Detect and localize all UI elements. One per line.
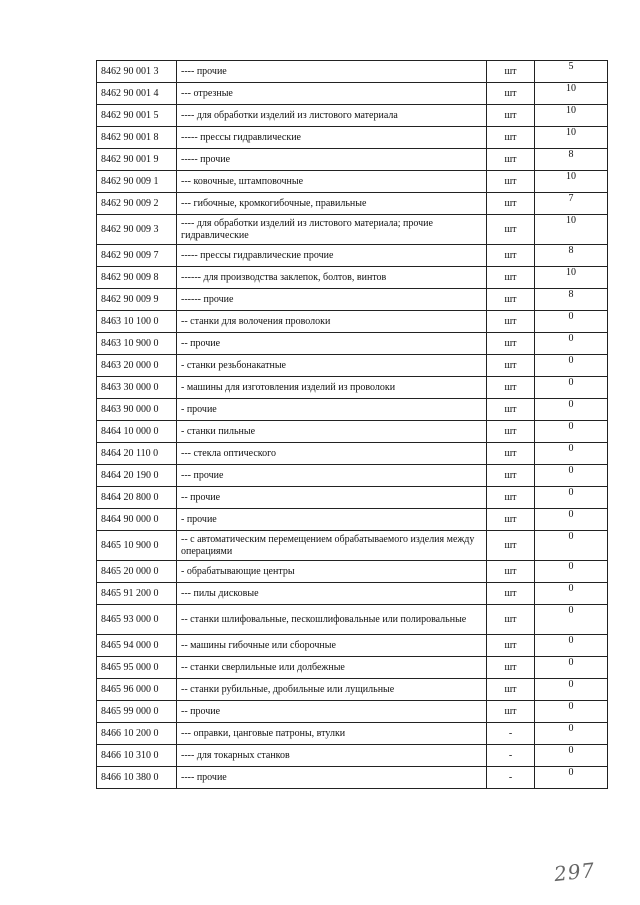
unit-cell: шт — [487, 465, 535, 487]
value-cell: 0 — [535, 679, 608, 701]
code-cell: 8465 91 200 0 — [97, 583, 177, 605]
value-cell: 10 — [535, 105, 608, 127]
value-cell: 8 — [535, 245, 608, 267]
unit-cell: шт — [487, 421, 535, 443]
table-row — [97, 377, 608, 399]
value-cell: 0 — [535, 333, 608, 355]
code-cell: 8464 20 190 0 — [97, 465, 177, 487]
description-cell: ----- прочие — [177, 149, 487, 171]
value-cell: 0 — [535, 561, 608, 583]
code-cell: 8466 10 380 0 — [97, 767, 177, 789]
value-cell: 10 — [535, 215, 608, 245]
value-cell: 0 — [535, 531, 608, 561]
value-cell: 10 — [535, 171, 608, 193]
description-cell: -- станки сверлильные или долбежные — [177, 657, 487, 679]
code-cell: 8463 20 000 0 — [97, 355, 177, 377]
value-cell: 0 — [535, 701, 608, 723]
table-row — [97, 355, 608, 377]
description-cell: -- прочие — [177, 701, 487, 723]
description-cell: -- прочие — [177, 333, 487, 355]
table-row — [97, 509, 608, 531]
code-cell: 8463 10 900 0 — [97, 333, 177, 355]
unit-cell: шт — [487, 215, 535, 245]
table-row — [97, 149, 608, 171]
description-cell: ---- для обработки изделий из листового материала; прочие гидравлические — [177, 215, 487, 245]
code-cell: 8466 10 310 0 — [97, 745, 177, 767]
table-row — [97, 215, 608, 245]
unit-cell: шт — [487, 127, 535, 149]
unit-cell: шт — [487, 193, 535, 215]
unit-cell: шт — [487, 333, 535, 355]
code-cell: 8462 90 009 9 — [97, 289, 177, 311]
description-cell: ------ прочие — [177, 289, 487, 311]
description-cell: ---- прочие — [177, 767, 487, 789]
unit-cell: шт — [487, 289, 535, 311]
table-row — [97, 267, 608, 289]
unit-cell: шт — [487, 635, 535, 657]
unit-cell: шт — [487, 149, 535, 171]
table-row — [97, 723, 608, 745]
code-cell: 8462 90 009 2 — [97, 193, 177, 215]
description-cell: ---- прочие — [177, 61, 487, 83]
description-cell: - машины для изготовления изделий из проволоки — [177, 377, 487, 399]
value-cell: 0 — [535, 509, 608, 531]
code-cell: 8462 90 001 3 — [97, 61, 177, 83]
table-row — [97, 289, 608, 311]
value-cell: 0 — [535, 745, 608, 767]
unit-cell: шт — [487, 377, 535, 399]
value-cell: 0 — [535, 355, 608, 377]
code-cell: 8462 90 001 8 — [97, 127, 177, 149]
description-cell: -- машины гибочные или сборочные — [177, 635, 487, 657]
value-cell: 0 — [535, 311, 608, 333]
code-cell: 8462 90 009 7 — [97, 245, 177, 267]
code-cell: 8464 20 800 0 — [97, 487, 177, 509]
unit-cell: шт — [487, 605, 535, 635]
value-cell: 0 — [535, 487, 608, 509]
unit-cell: - — [487, 723, 535, 745]
code-cell: 8462 90 001 5 — [97, 105, 177, 127]
description-cell: --- ковочные, штамповочные — [177, 171, 487, 193]
unit-cell: шт — [487, 531, 535, 561]
table-row — [97, 333, 608, 355]
value-cell: 0 — [535, 657, 608, 679]
description-cell: - станки пильные — [177, 421, 487, 443]
table-row — [97, 531, 608, 561]
table-row — [97, 605, 608, 635]
unit-cell: - — [487, 767, 535, 789]
table-row — [97, 311, 608, 333]
code-cell: 8464 10 000 0 — [97, 421, 177, 443]
value-cell: 10 — [535, 127, 608, 149]
value-cell: 0 — [535, 465, 608, 487]
value-cell: 0 — [535, 421, 608, 443]
description-cell: -- прочие — [177, 487, 487, 509]
unit-cell: шт — [487, 583, 535, 605]
description-cell: ---- для токарных станков — [177, 745, 487, 767]
table-row — [97, 443, 608, 465]
code-cell: 8462 90 009 3 — [97, 215, 177, 245]
code-cell: 8465 95 000 0 — [97, 657, 177, 679]
unit-cell: шт — [487, 509, 535, 531]
code-cell: 8465 99 000 0 — [97, 701, 177, 723]
table-row — [97, 583, 608, 605]
table-row — [97, 745, 608, 767]
description-cell: -- станки шлифовальные, пескошлифовальные или полировальные — [177, 605, 487, 635]
value-cell: 5 — [535, 61, 608, 83]
description-cell: ----- прессы гидравлические прочие — [177, 245, 487, 267]
value-cell: 7 — [535, 193, 608, 215]
code-cell: 8462 90 001 9 — [97, 149, 177, 171]
table-row — [97, 679, 608, 701]
code-cell: 8465 10 900 0 — [97, 531, 177, 561]
unit-cell: шт — [487, 83, 535, 105]
unit-cell: шт — [487, 105, 535, 127]
table-row — [97, 465, 608, 487]
value-cell: 0 — [535, 377, 608, 399]
code-cell: 8463 10 100 0 — [97, 311, 177, 333]
table-row — [97, 245, 608, 267]
table-row — [97, 635, 608, 657]
unit-cell: шт — [487, 701, 535, 723]
page-number: 297 — [552, 857, 597, 887]
unit-cell: шт — [487, 311, 535, 333]
unit-cell: шт — [487, 561, 535, 583]
table-row — [97, 193, 608, 215]
description-cell: -- станки для волочения проволоки — [177, 311, 487, 333]
unit-cell: шт — [487, 399, 535, 421]
table-row — [97, 83, 608, 105]
description-cell: ---- для обработки изделий из листового материала — [177, 105, 487, 127]
table-body — [97, 61, 608, 789]
description-cell: - обрабатывающие центры — [177, 561, 487, 583]
code-cell: 8466 10 200 0 — [97, 723, 177, 745]
description-cell: --- оправки, цанговые патроны, втулки — [177, 723, 487, 745]
unit-cell: шт — [487, 267, 535, 289]
value-cell: 0 — [535, 443, 608, 465]
description-cell: ----- прессы гидравлические — [177, 127, 487, 149]
value-cell: 0 — [535, 605, 608, 635]
table-row — [97, 105, 608, 127]
table-row — [97, 767, 608, 789]
description-cell: --- гибочные, кромкогибочные, правильные — [177, 193, 487, 215]
unit-cell: шт — [487, 61, 535, 83]
table-row — [97, 657, 608, 679]
code-cell: 8463 90 000 0 — [97, 399, 177, 421]
code-cell: 8465 93 000 0 — [97, 605, 177, 635]
description-cell: --- стекла оптического — [177, 443, 487, 465]
unit-cell: шт — [487, 487, 535, 509]
table-row — [97, 171, 608, 193]
tariff-table — [96, 60, 608, 789]
code-cell: 8462 90 009 1 — [97, 171, 177, 193]
unit-cell: - — [487, 745, 535, 767]
unit-cell: шт — [487, 171, 535, 193]
code-cell: 8465 94 000 0 — [97, 635, 177, 657]
code-cell: 8462 90 001 4 — [97, 83, 177, 105]
description-cell: ------ для производства заклепок, болтов, винтов — [177, 267, 487, 289]
code-cell: 8462 90 009 8 — [97, 267, 177, 289]
code-cell: 8465 20 000 0 — [97, 561, 177, 583]
value-cell: 0 — [535, 399, 608, 421]
description-cell: - станки резьбонакатные — [177, 355, 487, 377]
table-row — [97, 701, 608, 723]
value-cell: 0 — [535, 583, 608, 605]
table-row — [97, 561, 608, 583]
code-cell: 8464 90 000 0 — [97, 509, 177, 531]
unit-cell: шт — [487, 355, 535, 377]
description-cell: - прочие — [177, 509, 487, 531]
value-cell: 8 — [535, 149, 608, 171]
code-cell: 8463 30 000 0 — [97, 377, 177, 399]
table-row — [97, 399, 608, 421]
table-row — [97, 487, 608, 509]
description-cell: - прочие — [177, 399, 487, 421]
description-cell: --- отрезные — [177, 83, 487, 105]
description-cell: --- пилы дисковые — [177, 583, 487, 605]
value-cell: 0 — [535, 767, 608, 789]
unit-cell: шт — [487, 245, 535, 267]
value-cell: 10 — [535, 83, 608, 105]
description-cell: -- станки рубильные, дробильные или лущильные — [177, 679, 487, 701]
description-cell: --- прочие — [177, 465, 487, 487]
value-cell: 8 — [535, 289, 608, 311]
unit-cell: шт — [487, 443, 535, 465]
value-cell: 0 — [535, 635, 608, 657]
value-cell: 0 — [535, 723, 608, 745]
code-cell: 8464 20 110 0 — [97, 443, 177, 465]
unit-cell: шт — [487, 657, 535, 679]
code-cell: 8465 96 000 0 — [97, 679, 177, 701]
value-cell: 10 — [535, 267, 608, 289]
table-row — [97, 61, 608, 83]
table-row — [97, 421, 608, 443]
unit-cell: шт — [487, 679, 535, 701]
table-row — [97, 127, 608, 149]
description-cell: -- с автоматическим перемещением обрабатываемого изделия между операциями — [177, 531, 487, 561]
